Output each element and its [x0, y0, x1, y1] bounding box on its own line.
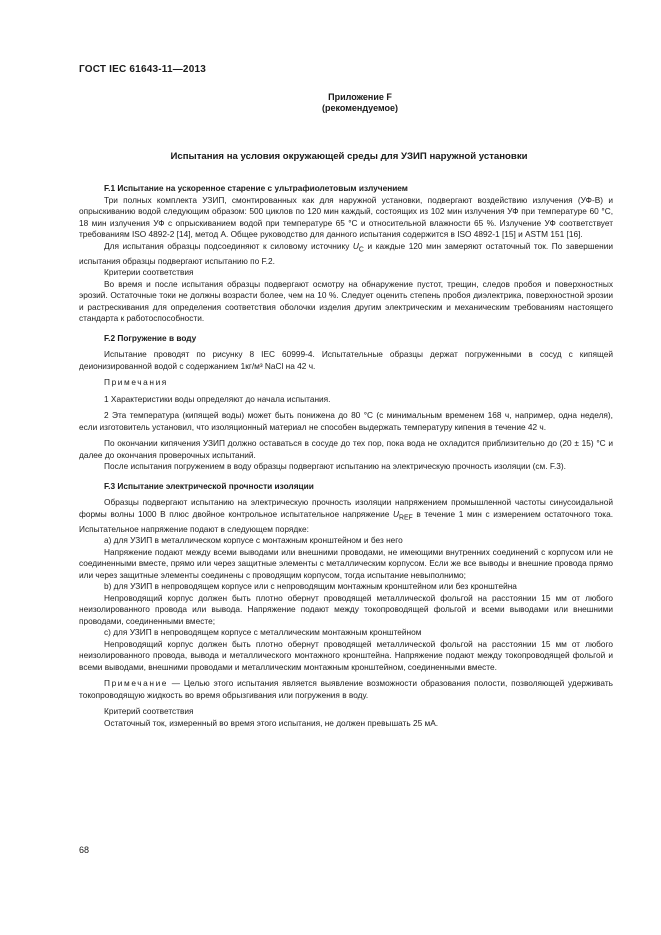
notes-label: Примечания — [104, 377, 168, 388]
section-heading-f1: F.1 Испытание на ускоренное старение с ультрафиолетовым излучением — [104, 183, 408, 193]
paragraph: Непроводящий корпус должен быть плотно обернут проводящей металлической фольгой на расстоянии 15 мм от любого неизолированного провода, вывода и металлического монтажного кронштейна. Напряжение подают между токопроводящей фольгой и всеми выводами, внешними проводами и металлическим монтажным кронштейном, соединенными вместе. — [79, 638, 613, 672]
annex-subtitle: (рекомендуемое) — [322, 103, 398, 113]
criteria-label: Критерии соответствия — [104, 267, 194, 278]
section-heading-f3: F.3 Испытание электрической прочности изоляции — [104, 480, 314, 491]
main-title: Испытания на условия окружающей среды для УЗИП наружной установки — [170, 151, 528, 162]
paragraph: Испытание проводят по рисунку 8 IEC 60999-4. Испытательные образцы держат погруженными в сосуд с кипящей деионизированной водой с содержанием 1кг/м³ NaCl на 42 ч. — [79, 349, 613, 371]
paragraph: Остаточный ток, измеренный во время этого испытания, не должен превышать 25 мА. — [104, 717, 439, 728]
paragraph: По окончании кипячения УЗИП должно оставаться в сосуде до тех пор, пока вода не охладится приблизительно до (20 ± 15) °C и далее до окончания проверочных испытаний. — [79, 438, 613, 460]
paragraph: Три полных комплекта УЗИП, смонтированных как для наружной установки, подвергают воздействию излучения (УФ-В) и опрыскиванию водой следующим образом: 500 циклов по 120 мин каждый, состоящих из 102 мин излучения УФ при температуре 60 °C, 18 мин излучения УФ с опрыскиванием водой при температуре 65 °C и относительной влажности 65 %. Излучение УФ соответствует требованиям ISO 4892-2 [14], метод А. Общее руководство для данного испытания содержится в ISO 4892-1 [15] и ASTM 151 [16]. — [79, 194, 613, 239]
annex-title: Приложение F — [328, 92, 392, 102]
paragraph: После испытания погружением в воду образцы подвергают испытанию на электрическую прочность изоляции (см. F.3). — [104, 461, 566, 472]
note: 2 Эта температура (кипящей воды) может быть понижена до 80 °C (с минимальным временем 168 ч, например, одна неделя), если изготовитель установил, что изоляционный материал не способен выдержать температуру кипения в течение 42 ч. — [79, 410, 613, 432]
paragraph: Напряжение подают между всеми выводами или внешними проводами, не имеющими внутренних соединений с корпусом или не соединенными вместе, прямо или через защитные элементы с металлическим корпусом. Если же все выводы и внешние провода прямо или через защитные элементы соединены с проводящим корпусом, тогда испытание невыполнимо; — [79, 546, 613, 580]
note: 1 Характеристики воды определяют до начала испытания. — [104, 393, 331, 404]
document-header: ГОСТ IEC 61643-11—2013 — [79, 64, 206, 75]
paragraph: Непроводящий корпус должен быть плотно обернут проводящей металлической фольгой на расстоянии 15 мм от любого неизолированного провода или вывода. Напряжение подают между токопроводящей фольгой и всеми выводами или внешними проводами, соединенными вместе; — [79, 592, 613, 626]
document-body — [79, 183, 613, 729]
annex-heading — [220, 92, 500, 114]
list-item-label: а) для УЗИП в металлическом корпусе с монтажным кронштейном и без него — [104, 535, 403, 546]
page-number: 68 — [79, 845, 90, 855]
criteria-label: Критерий соответствия — [104, 706, 194, 717]
paragraph: Во время и после испытания образцы подвергают осмотру на обнаружение пустот, трещин, следов пробоя и поверхностных эрозий. Остаточные токи не должны возрасти более, чем на 10 %. Следует оценить степень пробоя диэлектрика, поверхностной эрозии и растрескивания для определения соответствия оболочки изделия другим электрическим и механическим требованиям настоящего стандарта к работоспособности. — [79, 278, 613, 324]
list-item-label: с) для УЗИП в непроводящем корпусе с металлическим монтажным кронштейном — [104, 627, 422, 638]
paragraph: Для испытания образцы подсоединяют к силовому источнику $U_C$ и каждые 120 мин замеряют остаточный ток. По завершении испытания образцы подвергают испытанию по F.2. — [79, 240, 613, 266]
section-heading-f2: F.2 Погружение в воду — [104, 332, 197, 343]
paragraph: Образцы подвергают испытанию на электрическую прочность изоляции напряжением промышленной частоты синусоидальной формы волны 1000 В плюс двойное контрольное испытательное напряжение $U_{REF}$ в течение 1 мин с измерением остаточного тока. Испытательное напряжение подают в следующем порядке: — [79, 497, 614, 534]
list-item-label: b) для УЗИП в непроводящем корпусе или с непроводящим монтажным кронштейном или без кронштейна — [104, 581, 517, 592]
note: Примечание — Целью этого испытания является выявление возможности образования полости, позволяющей удерживать токопроводящую жидкость во время обрызгивания или погружения в воду. — [79, 678, 613, 700]
